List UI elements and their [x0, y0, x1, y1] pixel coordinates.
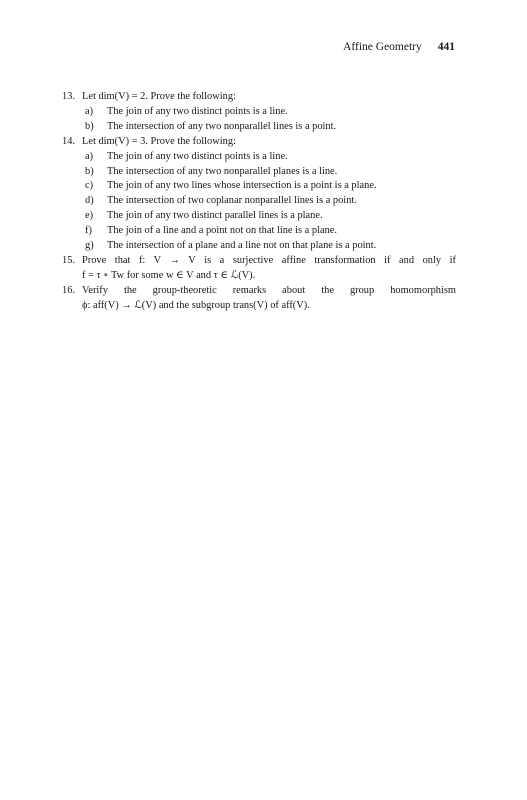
exercise-statement-continued: ϕ: aff(V) → ℒ(V) and the subgroup trans(V) of aff(V). [82, 299, 310, 311]
exercise-statement: Let dim(V) = 3. Prove the following: [82, 135, 236, 147]
exercise-part [82, 224, 456, 239]
exercise-statement-continued: f = τ ∘ Tw for some w ∈ V and τ ∈ ℒ(V). [82, 269, 256, 281]
exercise-part [82, 165, 456, 180]
part-text: The join of any two distinct points is a line. [107, 150, 288, 162]
part-text: The join of any two distinct parallel lines is a plane. [107, 210, 323, 222]
exercise-list [62, 90, 456, 314]
exercise-number: 14. [62, 135, 75, 147]
exercise-body [82, 90, 456, 135]
part-text: The join of any two distinct points is a line. [107, 105, 288, 117]
exercise-statement: Prove that f: V → V is a surjective affine transformation if and only if [82, 254, 456, 266]
running-head [343, 41, 455, 53]
part-text: The intersection of a plane and a line not on that plane is a point. [107, 240, 377, 252]
section-title: Affine Geometry [343, 41, 422, 53]
exercise-body [82, 135, 456, 254]
exercise-body [82, 254, 456, 284]
exercise-part [82, 239, 456, 254]
part-label: b) [85, 165, 94, 177]
part-text: The intersection of any two nonparallel lines is a point. [107, 120, 337, 132]
exercise-15 [62, 254, 456, 284]
part-text: The join of a line and a point not on that line is a plane. [107, 225, 337, 237]
exercise-part [82, 120, 456, 135]
exercise-statement: Verify the group-theoretic remarks about the group homomorphism [82, 284, 456, 296]
exercise-number: 16. [62, 284, 75, 296]
part-label: e) [85, 210, 94, 222]
part-label: d) [85, 195, 94, 207]
exercise-14 [62, 135, 456, 254]
part-label: a) [85, 150, 94, 162]
part-text: The intersection of two coplanar nonparallel lines is a point. [107, 195, 357, 207]
exercise-number: 15. [62, 254, 75, 266]
part-label: c) [85, 180, 94, 192]
part-label: f) [85, 225, 92, 237]
exercise-16 [62, 284, 456, 314]
part-label: a) [85, 105, 94, 117]
part-text: The intersection of any two nonparallel planes is a line. [107, 165, 338, 177]
exercise-part [82, 150, 456, 165]
part-label: g) [85, 240, 94, 252]
exercise-statement: Let dim(V) = 2. Prove the following: [82, 91, 236, 102]
part-label: b) [85, 120, 94, 132]
exercise-13 [62, 90, 456, 135]
exercise-part [82, 105, 456, 120]
exercise-number: 13. [62, 91, 75, 102]
exercise-part [82, 194, 456, 209]
part-text: The join of any two lines whose intersection is a point is a plane. [107, 180, 377, 192]
exercise-part [82, 209, 456, 224]
exercise-part [82, 179, 456, 194]
exercise-body [82, 284, 456, 314]
page-number: 441 [437, 41, 455, 53]
